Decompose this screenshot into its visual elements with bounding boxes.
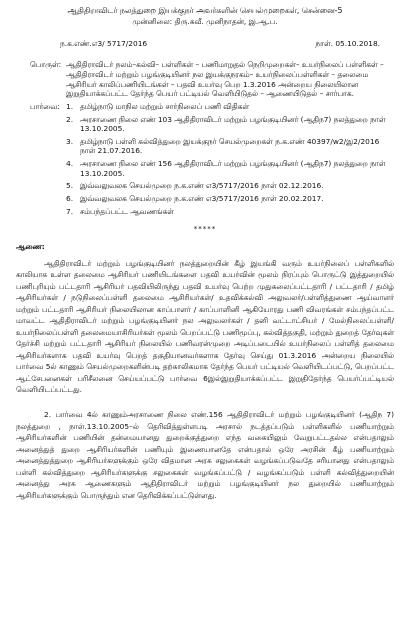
reference-number: ந.க.எண்.எ3/ 5717/2016 (60, 38, 148, 48)
reference-number-label: 4. (66, 159, 74, 168)
reference-number-label: 2. (66, 114, 74, 124)
order-heading: ஆணை: (16, 242, 45, 252)
order-paragraph-1: ஆதிதிராவிடர் மற்றும் பழங்குடியினர் நலத்துறையின் கீழ் இயங்கி வரும் உயர்நிலைப் பள்ளிகளில் காலியாக உள்ள தலைமை ஆசிரியர் பணியிடங்களை பதவி உயர்வின் மூலம் நிரப்பும் பொருட்டு இத்துறையில் பணிபுரியும் பட்டதாரி ஆசிரியர் பதவியிலிருந்து பதவி உயர்வு பெற்ற முதுகலைப்பட்டதாரி / பட்டதாரி / தமிழ் ஆசிரியர்கள் / நடுநிலைப்பள்ளி தலைமை ஆசிரியர்கள்/ உதவிக்கல்வி அலுவலர்/பள்ளித்துணை ஆய்வாளர் மற்றும் பட்டதாரி ஆசிரியர் நிலையிலான காப்பாளர் / காப்பாளினி ஆகியோரது பணி விவரங்கள் சம்பந்தப்பட்ட மாவட்ட ஆதிதிராவிடர் மற்றும் பழங்குடியினர் நல அலுவலர்கள் / தனி வட்டாட்சியர் / மேல்நிலைப்பள்ளி/உயர்நிலைப்பள்ளி தலைமையாசிரியர்கள் மூலம் பெறப்பட்டு பணிமூப்பு, கல்வித்தகுதி, மற்றும் துறைத் தேர்வுகள் தேர்ச்சி மற்றும் பட்டதாரி ஆசிரியர் நிலையில் பணிவரன்முறை அடிப்படையில் உயர்நிலைப் பள்ளித் தலைமை ஆசிரியர்களாக பதவி உயர்வு பெறத் தகுதியானவர்களாக தேர்வு செய்து 01.3.2016 அன்றைய நிலையில் பார்வை 5ல் காணும் செயல்முறைகளின்படி தற்காலிகமாக தேர்ந்த பெயர் பட்டியல் வெளியிடப்பட்டு, பெறப்பட்ட ஆட்சேபனைகள் பரிசீலனை செய்யப்பட்டு பார்வை 6இல்இறுதியாக்கப்பட்ட இறுதிதேர்ந்த பெயர்ப்பட்டியல் வெளியிடப்பட்டது. (16, 258, 394, 394)
reference-text: தமிழ்நாடு பள்ளி கல்வித்துறை இயக்குநர் செயல்முறைகள் ந.க.எண் 40397/w2/இ2/2016 நாள் 21.07.2016. (80, 136, 380, 156)
section-separator: ***** (193, 225, 217, 234)
reference-item (66, 159, 394, 178)
office-heading: ஆதிதிராவிடர் நலத்துறை இயக்குநர் அவர்களின் செயல்முறைகள், சென்னை-5 (67, 6, 343, 15)
subject-block (16, 60, 394, 99)
reference-number-label: 7. (66, 206, 74, 216)
reference-text: அரசாணை நிலை எண் 156 ஆதிதிராவிடர் மற்றும் பழங்குடியினர் (ஆதிந7) நலத்துறை நாள் 13.10.2005. (80, 159, 386, 178)
reference-item (66, 102, 394, 112)
reference-text: தமிழ்நாடு மாநில மற்றும் சார்நிலைப் பணி விதிகள் (80, 101, 250, 111)
reference-text: அரசாணை நிலை எண் 103 ஆதிதிராவிடர் மற்றும் பழங்குடியினர் (ஆதிந7) நலத்துறை நாள் 13.10.2005. (80, 114, 386, 134)
reference-item (66, 194, 394, 204)
reference-line (16, 39, 394, 49)
subject-text: ஆதிதிராவிடர் நலம்–கல்வி– பள்ளிகள் – பணிமாறுதல் நெறிமுறைகள்– உயர்நிலைப் பள்ளிகள் – ஆதிதிராவிடர் மற்றும் பழங்குடியினர் நல இயக்குநரகம்– உயர்நிலைப்பள்ளிகள் – தலைமை ஆசிரியர் காலிப்பணியிடங்கள் – பதவி உயர்வு பெற 1.3.2016 அன்றைய நிலையிலான இறுதியாக்கப்பட்ட தேர்ந்த பெயர் பட்டியல் வெளியிடுதல் – ஆணையிடுதல் – சார்பாக. (66, 60, 384, 99)
order-date: நாள். 05.10.2018. (315, 38, 380, 48)
reference-item (66, 115, 394, 134)
reference-number-label: 5. (66, 181, 74, 191)
reference-item (66, 181, 394, 191)
reference-text: இவ்வலுவலக செயல்முறை ந.க.எண் எ3/5717/2016 நாள் 02.12.2016. (80, 181, 324, 191)
reference-number-label: 1. (66, 101, 74, 111)
reference-number-label: 6. (66, 193, 74, 203)
presiding-officer-line: முன்னிலை: திரு.கவீ. முனிநாதன், இ.ஆ.ப. (132, 17, 278, 27)
references-label: பார்வை: (30, 101, 60, 111)
reference-number-label: 3. (66, 136, 74, 146)
reference-text: இவ்வலுவலக செயல்முறை ந.க.எண் எ3/5717/2016 நாள் 20.02.2017. (80, 193, 324, 203)
reference-text: சம்பந்தப்பட்ட ஆவணங்கள் (80, 206, 174, 216)
subject-label: பொருள்: (30, 60, 62, 70)
reference-item (66, 137, 394, 156)
references-list (66, 102, 394, 219)
references-block (16, 102, 394, 219)
reference-item (66, 207, 394, 217)
order-paragraph-2: 2. பார்வை 4ல் காணும்அரசாணை நிலை எண்.156 ஆதிதிராவிடர் மற்றும் பழங்குடியினர் (ஆதிந 7) நலத்துறை , நாள்.13.10.2005–ல் தெரிவித்துள்ளபடி அரசால் நடத்தப்படும் பள்ளிகளில் பணியாற்றும் ஆசிரியர்களின் பணியின் தன்மையானது துறைக்குத்துறை எந்த வகையிலும் வேறுபட்டதல்ல என்பதாலும் அனைத்துத் துறை ஆசிரியர்களின் பணியும் இணையானதே என்பதால் ஒரே அரசின் கீழ் பணியாற்றும் அனைத்துத்துறை ஆசிரியர்களுக்கும் ஒரே விதமான அரசு சலுகைகள் வழங்கப்படுவதே சரியானது என்பதாலும் பள்ளி கல்வித்துறை ஆசிரியர்களுக்கு சலுகைகள் வழங்கப்பட்டு / வழங்கப்படும் பள்ளி கல்வித்துறையின் அனைத்து அரசு ஆணைகளும் ஆதிதிராவிடர் மற்றும் பழங்குடியினர் நல துறையில் பணியாற்றும் ஆசிரியர்களுக்கும் பொருந்தும் என தெரிவிக்கப்பட்டுள்ளது. (16, 410, 394, 500)
